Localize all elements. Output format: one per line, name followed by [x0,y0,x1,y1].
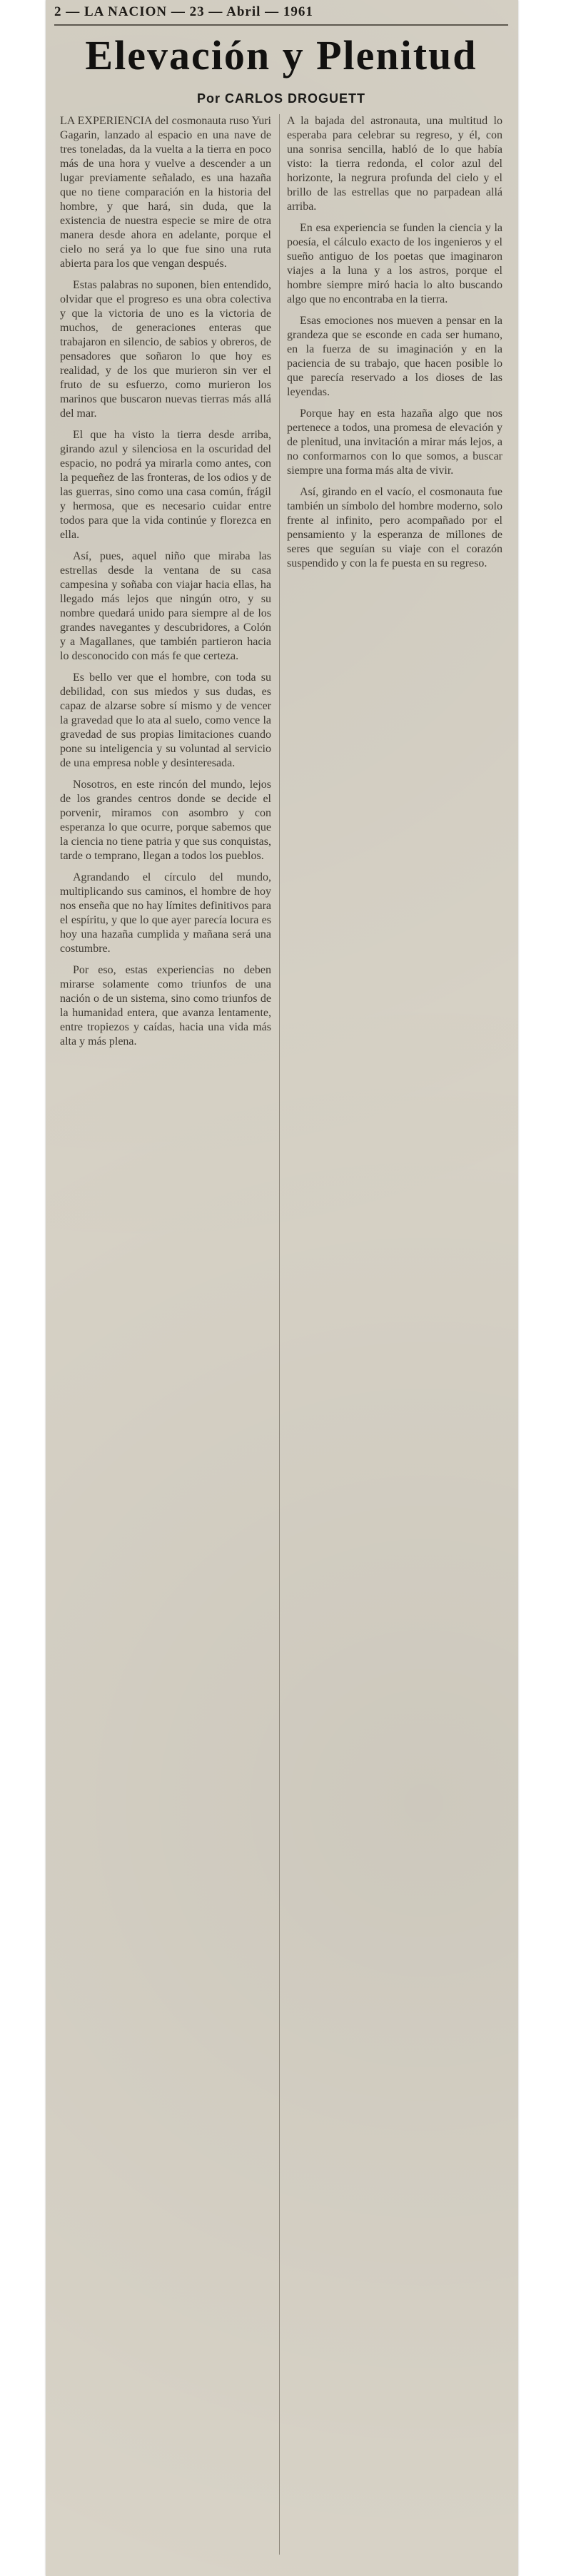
paragraph: Así, pues, aquel niño que miraba las estrellas desde la ventana de su casa campesina y soñaba con viajar hacia ellas, ha llegado más lejos que ningún otro, y su nombre quedará unido para siempre al de los grandes navegantes y descubridores, a Colón y a Magallanes, que también partieron hacia lo desconocido con más fe que certeza. [60,550,271,662]
column-divider [279,114,280,2555]
right-column [287,114,502,1506]
paragraph: Es bello ver que el hombre, con toda su debilidad, con sus miedos y sus dudas, es capaz de alzarse sobre sí mismo y de vencer la gravedad que lo ata al suelo, como vence la gravedad de sus propias limitaciones cuando pone su inteligencia y su voluntad al servicio de una empresa noble y desinteresada. [60,671,271,769]
paragraph: LA EXPERIENCIA del cosmonauta ruso Yuri Gagarin, lanzado al espacio en una nave de tres toneladas, da la vuelta a la tierra en poco más de una hora y vuelve a descender a un lugar previamente señalado, es una hazaña que no tiene comparación en la historia del hombre, y que hará, sin duda, que la existencia de nuestra especie se mire de otra manera desde ahora en adelante, porque el cielo no será ya lo que fue sino una ruta abierta para los que vengan después. [60,115,271,270]
article-byline: Por CARLOS DROGUETT [196,91,365,106]
paragraph: Esas emociones nos mueven a pensar en la grandeza que se esconde en cada ser humano, en la fuerza de su imaginación y en la paciencia de su trabajo, que hacen posible lo que parecía reservado a los dioses de las leyendas. [287,315,502,398]
left-column [60,114,271,2555]
paragraph: Agrandando el círculo del mundo, multiplicando sus caminos, el hombre de hoy nos enseña que no hay límites definitivos para el espíritu, y que lo que ayer parecía locura es hoy una hazaña cumplida y mañana será una costumbre. [60,871,271,955]
newspaper-clipping [46,0,518,2576]
paragraph: Por eso, estas experiencias no deben mirarse solamente como triunfos de una nación o de un sistema, sino como triunfos de la humanidad entera, que avanza lentamente, entre tropiezos y caídas, hacia una vida más alta y más plena. [60,964,271,1048]
paragraph: Nosotros, en este rincón del mundo, lejos de los grandes centros donde se decide el porvenir, miramos con asombro y con esperanza lo que ocurre, porque sabemos que la ciencia no tiene patria y que sus conquistas, tarde o temprano, llegan a todos los pueblos. [60,779,271,862]
paragraph: A la bajada del astronauta, una multitud lo esperaba para celebrar su regreso, y él, con una sonrisa sencilla, habló de lo que había visto: la tierra redonda, el color azul del horizonte, la negrura profunda del cielo y el brillo de las estrellas que no parpadean allá arriba. [287,115,502,213]
paragraph: Porque hay en esta hazaña algo que nos pertenece a todos, una promesa de elevación y de plenitud, una invitación a mirar más lejos, a no conformarnos con lo que somos, a buscar siempre una forma más alta de vivir. [287,407,502,477]
paragraph: Estas palabras no suponen, bien entendido, olvidar que el progreso es una obra colectiva y que la victoria de uno es la victoria de muchos, de generaciones enteras que trabajaron en silencio, de sabios y obreros, de pensadores que soñaron lo que hoy es realidad, y de los que murieron sin ver el fruto de su esfuerzo, como murieron los marinos que buscaron nuevas tierras más allá del mar. [60,279,271,420]
article-title: Elevación y Plenitud [85,32,477,78]
paragraph: Así, girando en el vacío, el cosmonauta fue también un símbolo del hombre moderno, solo frente al infinito, pero acompañado por el pensamiento y la esperanza de millones de seres que seguían su viaje con el corazón suspendido y con la fe puesta en su regreso. [287,486,502,569]
newspaper-header: 2 — LA NACION — 23 — Abril — 1961 [54,4,313,19]
paragraph: En esa experiencia se funden la ciencia y la poesía, el cálculo exacto de los ingenieros y el sueño antiguo de los poetas que imaginaron viajes a la luna y a los astros, porque el hombre siempre miró hacia lo alto buscando algo que no encontraba en la tierra. [287,222,502,305]
paragraph: El que ha visto la tierra desde arriba, girando azul y silenciosa en la oscuridad del espacio, no podrá ya mirarla como antes, con la pequeñez de las fronteras, de los odios y de las guerras, sino como una casa común, frágil y hermosa, que es necesario cuidar entre todos para que la vida continúe y florezca en ella. [60,429,271,541]
header-rule [54,24,508,26]
